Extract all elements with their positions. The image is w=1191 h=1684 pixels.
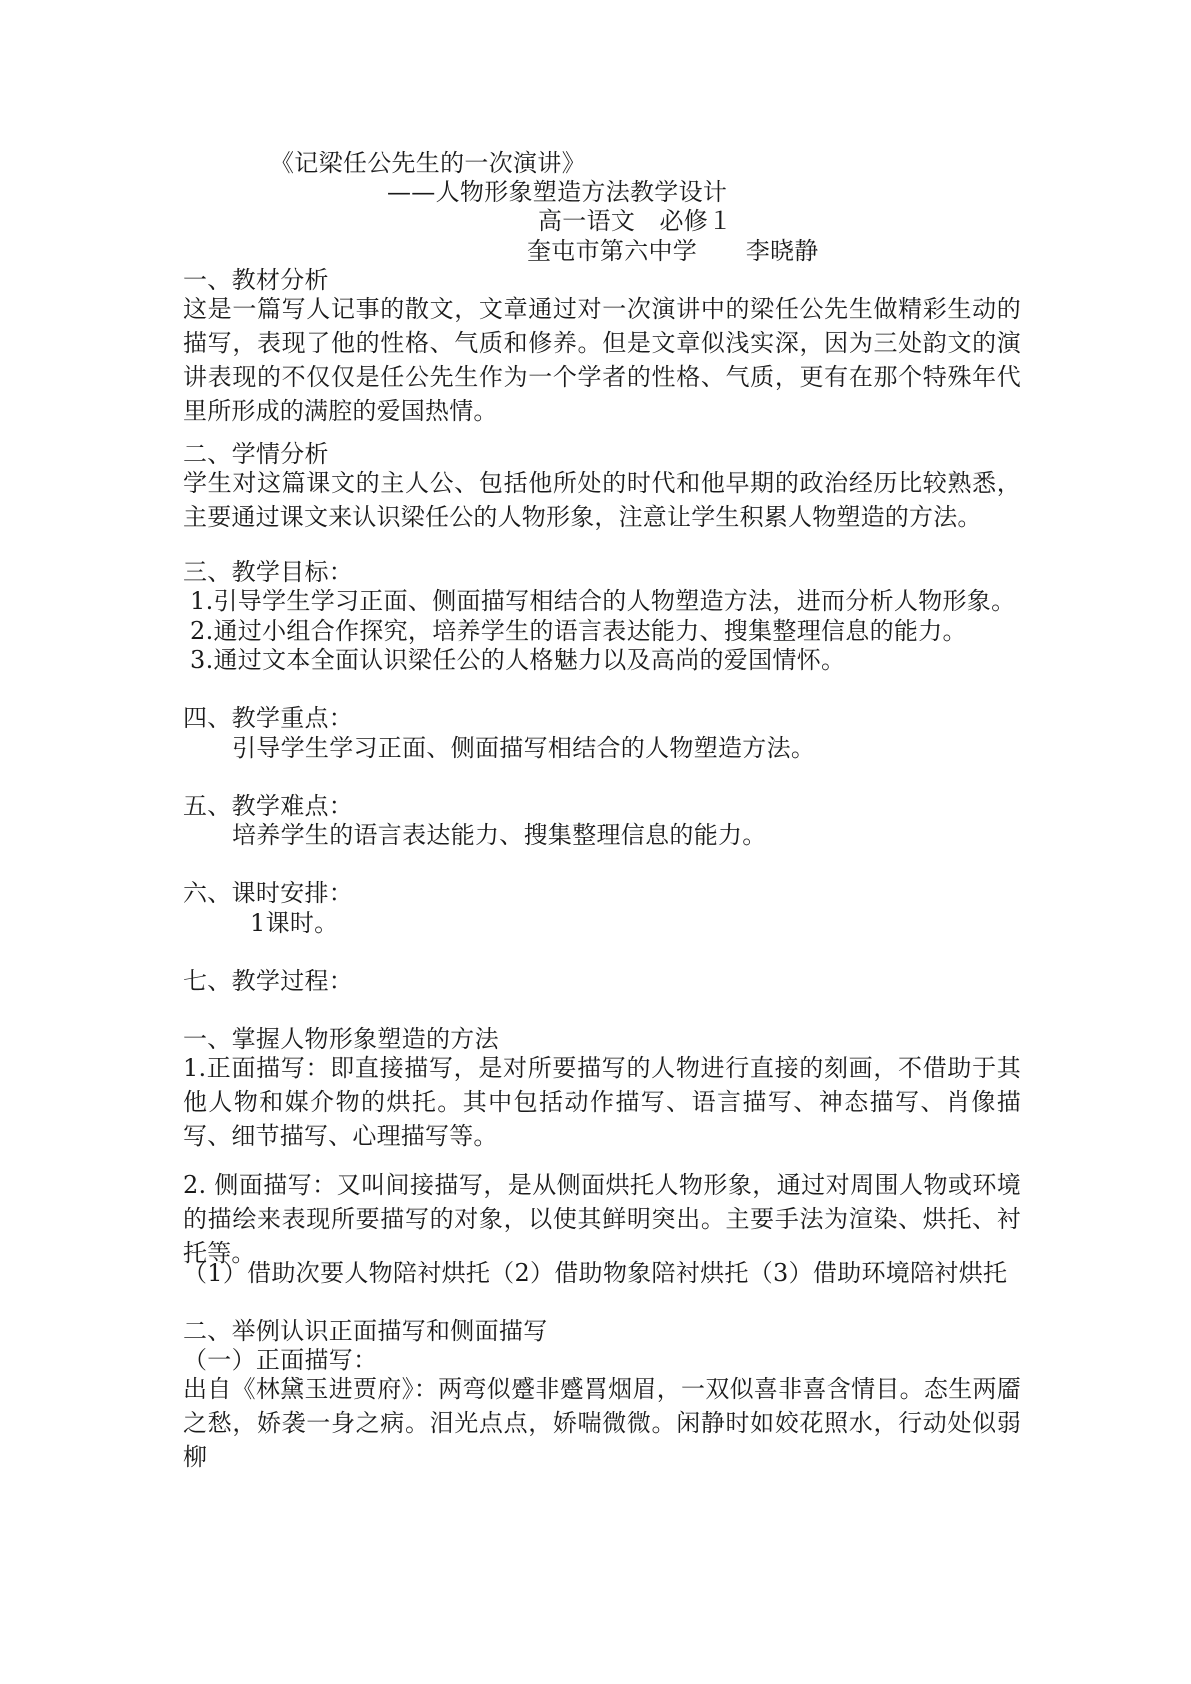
process-item-indirect-description: 2. 侧面描写：又叫间接描写，是从侧面烘托人物形象，通过对周围人物或环境的描绘来表现所要描写的对象，以使其鲜明突出。主要手法为渲染、烘托、衬托等。 bbox=[183, 1171, 1021, 1267]
section-body-key-points: 引导学生学习正面、侧面描写相结合的人物塑造方法。 bbox=[232, 734, 816, 762]
course-label: 高一语文 必修１ bbox=[538, 207, 733, 235]
process-heading-methods: 一、掌握人物形象塑造的方法 bbox=[183, 1025, 499, 1053]
process-example-lin-daiyu: 出自《林黛玉进贾府》：两弯似蹙非蹙罥烟眉，一双似喜非喜含情目。态生两靥之愁，娇袭一身之病。泪光点点，娇喘微微。闲静时如姣花照水，行动处似弱柳 bbox=[183, 1375, 1021, 1471]
section-heading-textbook-analysis: 一、教材分析 bbox=[183, 266, 329, 294]
section-heading-teaching-goals: 三、教学目标： bbox=[183, 558, 354, 586]
document-title: 《记梁任公先生的一次演讲》 bbox=[270, 149, 586, 177]
section-body-difficulties: 培养学生的语言表达能力、搜集整理信息的能力。 bbox=[232, 821, 767, 849]
section-body-schedule: 1课时。 bbox=[250, 909, 339, 937]
section-body-student-analysis: 学生对这篇课文的主人公、包括他所处的时代和他早期的政治经历比较熟悉，主要通过课文来认识梁任公的人物形象，注意让学生积累人物塑造的方法。 bbox=[183, 469, 1021, 531]
section-heading-student-analysis: 二、学情分析 bbox=[183, 440, 329, 468]
process-item-indirect-subitems: （1）借助次要人物陪衬烘托（2）借助物象陪衬烘托（3）借助环境陪衬烘托 bbox=[183, 1259, 1008, 1287]
document-subtitle: ——人物形象塑造方法教学设计 bbox=[387, 178, 728, 206]
section-heading-teaching-process: 七、教学过程： bbox=[183, 967, 354, 995]
goal-item-1: 1.引导学生学习正面、侧面描写相结合的人物塑造方法，进而分析人物形象。 bbox=[190, 587, 1016, 615]
section-heading-difficulties: 五、教学难点： bbox=[183, 792, 354, 820]
section-heading-schedule: 六、课时安排： bbox=[183, 879, 354, 907]
section-body-textbook-analysis: 这是一篇写人记事的散文，文章通过对一次演讲中的梁任公先生做精彩生动的描写，表现了他的性格、气质和修养。但是文章似浅实深，因为三处韵文的演讲表现的不仅仅是任公先生作为一个学者的性格、气质，更有在那个特殊年代里所形成的满腔的爱国热情。 bbox=[183, 295, 1021, 425]
section-heading-key-points: 四、教学重点： bbox=[183, 704, 354, 732]
process-heading-examples: 二、举例认识正面描写和侧面描写 bbox=[183, 1317, 548, 1345]
author-line: 奎屯市第六中学 李晓静 bbox=[527, 237, 819, 265]
process-subheading-direct: （一）正面描写： bbox=[183, 1346, 378, 1374]
goal-item-2: 2.通过小组合作探究，培养学生的语言表达能力、搜集整理信息的能力。 bbox=[190, 617, 967, 645]
goal-item-3: 3.通过文本全面认识梁任公的人格魅力以及高尚的爱国情怀。 bbox=[190, 646, 846, 674]
process-item-direct-description: 1.正面描写：即直接描写，是对所要描写的人物进行直接的刻画，不借助于其他人物和媒介物的烘托。其中包括动作描写、语言描写、神态描写、肖像描写、细节描写、心理描写等。 bbox=[183, 1054, 1021, 1150]
